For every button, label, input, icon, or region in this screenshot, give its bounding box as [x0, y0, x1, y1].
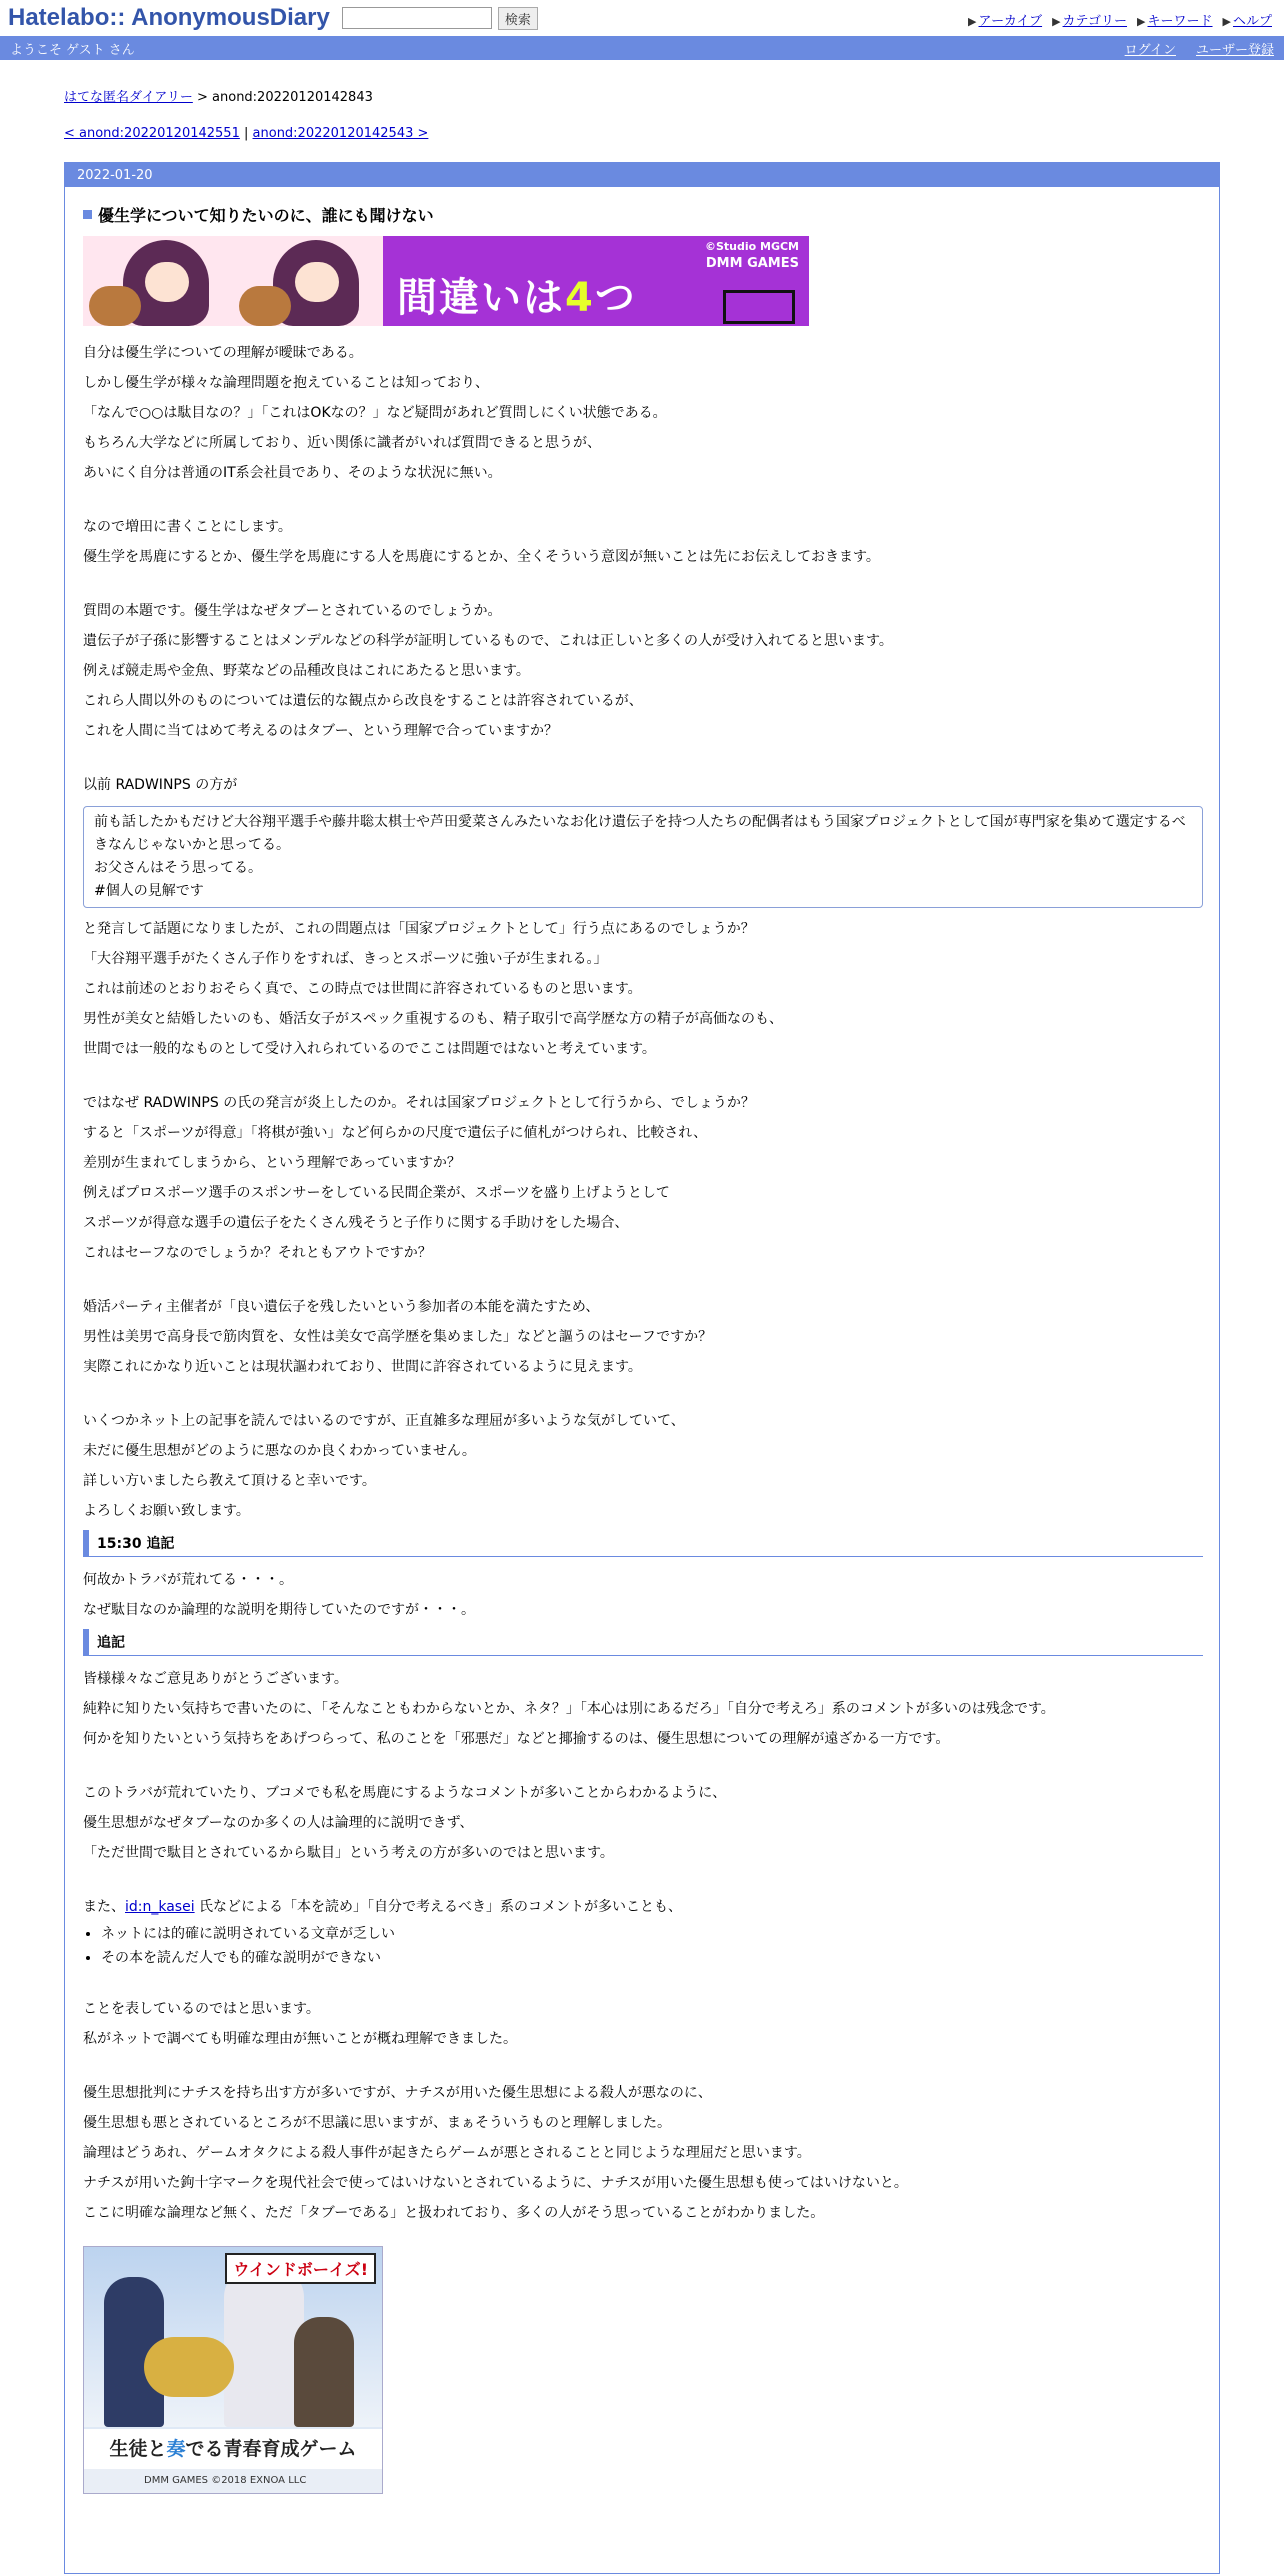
text-line: 例えばプロスポーツ選手のスポンサーをしている民間企業が、スポーツを盛り上げようとして	[83, 1185, 670, 1201]
list-item: • ネットには的確に説明されている文章が乏しい	[101, 1922, 1203, 1946]
text-line: もちろん大学などに所属しており、近い関係に識者がいれば質問できると思うが、	[83, 435, 601, 451]
text-line: このトラバが荒れていたり、ブコメでも私を馬鹿にするようなコメントが多いことからわかるように、	[83, 1785, 727, 1801]
next-entry-link[interactable]: anond:20220120142543 >	[252, 126, 429, 141]
text-line: 男性が美女と結婚したいのも、婚活女子がスペック重視するのも、精子取引で高学歴な方の精子が高価なのも、	[83, 1011, 783, 1027]
entry-title	[83, 203, 1203, 226]
text-line: 「ただ世間で駄目とされているから駄目」という考えの方が多いのではと思います。	[83, 1845, 614, 1861]
prev-entry-link[interactable]: < anond:20220120142551	[64, 126, 240, 141]
text-line: 優生学を馬鹿にするとか、優生学を馬鹿にする人を馬鹿にするとか、全くそういう意図が無いことは先にお伝えしておきます。	[83, 549, 880, 565]
text-line: 差別が生まれてしまうから、という理解であっていますか？	[83, 1155, 461, 1171]
ad-banner[interactable]	[83, 236, 809, 326]
quote-line: 前も話したかもだけど大谷翔平選手や藤井聡太棋士や芦田愛菜さんみたいなお化け遺伝子を持つ人たちの配偶者はもう国家プロジェクトとして国が専門家を集めて選定するべきなんじゃないかと思ってる。	[94, 814, 1186, 853]
arrow-icon: ▶	[1137, 15, 1146, 28]
section-heading-addendum: 追記	[83, 1629, 1203, 1656]
text-line: 何故かトラバが荒れてる・・・。	[83, 1572, 293, 1588]
text-line: 実際これにかなり近いことは現状謳われており、世間に許容されているように見えます。	[83, 1359, 642, 1375]
text-line: スポーツが得意な選手の遺伝子をたくさん残そうと子作りに関する手助けをした場合、	[83, 1215, 629, 1231]
link-help[interactable]: ヘルプ	[1232, 14, 1272, 29]
breadcrumb	[64, 86, 373, 105]
text-line: これを人間に当てはめて考えるのはタブー、という理解で合っていますか？	[83, 723, 559, 739]
bullet-list	[83, 1922, 1203, 1970]
text-line: 例えば競走馬や金魚、野菜などの品種改良はこれにあたると思います。	[83, 663, 530, 679]
text-line: ここに明確な論理など無く、ただ「タブーである」と扱われており、多くの人がそう思っていることがわかりました。	[83, 2205, 825, 2221]
text-line: 未だに優生思想がどのように悪なのか良くわかっていません。	[83, 1443, 476, 1459]
entry-title-text: 優生学について知りたいのに、誰にも聞けない	[98, 206, 434, 225]
text-line: 「大谷翔平選手がたくさん子作りをすれば、きっとスポーツに強い子が生まれる。」	[83, 951, 608, 967]
text-line: 以前 RADWINPS の方が	[83, 777, 238, 793]
breadcrumb-home[interactable]: はてな匿名ダイアリー	[64, 90, 193, 105]
arrow-icon: ▶	[1222, 15, 1231, 28]
text-line: いくつかネット上の記事を読んではいるのですが、正直雑多な理屈が多いような気がしていて、	[83, 1413, 685, 1429]
user-link-n-kasei[interactable]: id:n_kasei	[125, 1899, 195, 1915]
header-links	[968, 10, 1272, 29]
banner-character-image	[83, 236, 233, 326]
day-header	[65, 163, 1219, 187]
breadcrumb-current: anond:20220120142843	[212, 90, 373, 105]
text-line: 優生思想も悪とされているところが不思議に思いますが、まぁそういうものと理解しました。	[83, 2115, 671, 2131]
entry-body	[83, 203, 1203, 2494]
breadcrumb-sep: >	[196, 90, 208, 105]
quote-line: お父さんはそう思ってる。	[94, 860, 262, 876]
permalink-square-icon[interactable]	[83, 210, 92, 219]
text-line: しかし優生学が様々な論理問題を抱えていることは知っており、	[83, 375, 489, 391]
ad-game-title: ウインドボーイズ!	[225, 2253, 376, 2284]
text-line: と発言して話題になりましたが、これの問題点は「国家プロジェクトとして」行う点にあるのでしょうか？	[83, 921, 755, 937]
day-box	[64, 162, 1220, 2574]
search-input[interactable]	[342, 7, 492, 29]
text-line: あいにく自分は普通のIT系会社員であり、そのような状況に無い。	[83, 465, 502, 481]
text-line: 男性は美男で高身長で筋肉質を、女性は美女で高学歴を集めました」などと謳うのはセーフですか？	[83, 1329, 713, 1345]
banner-headline: 間違いは4つ	[397, 275, 637, 321]
text-line: よろしくお願い致します。	[83, 1503, 250, 1519]
entry-pager	[64, 126, 428, 141]
banner-brand: DMM GAMES	[705, 256, 799, 271]
top-bar	[0, 0, 1284, 36]
text-line: なので増田に書くことにします。	[83, 519, 292, 535]
welcome-bar	[0, 36, 1284, 60]
link-archive[interactable]: アーカイブ	[978, 14, 1043, 29]
text-line: また、id:n_kasei 氏などによる「本を読め」「自分で考えるべき」系のコメントが多いことも、	[83, 1899, 683, 1915]
section-heading-addendum-1530: 15:30 追記	[83, 1530, 1203, 1557]
text-line: ことを表しているのではと思います。	[83, 2001, 320, 2017]
text-line: 論理はどうあれ、ゲームオタクによる殺人事件が起きたらゲームが悪とされることと同じような理屈だと思います。	[83, 2145, 811, 2161]
text-line: 優生思想がなぜタブーなのか多くの人は論理的に説明できず、	[83, 1815, 474, 1831]
link-keyword[interactable]: キーワード	[1147, 14, 1213, 29]
text-line: 自分は優生学についての理解が曖昧である。	[83, 345, 363, 361]
text-line: ナチスが用いた鉤十字マークを現代社会で使ってはいけないとされているように、ナチスが用いた優生思想も使ってはいけないと。	[83, 2175, 908, 2191]
text-line: 婚活パーティ主催者が「良い遺伝子を残したいという参加者の本能を満たすため、	[83, 1299, 600, 1315]
text-line: 詳しい方いましたら教えて頂けると幸いです。	[83, 1473, 376, 1489]
blockquote	[83, 806, 1203, 908]
register-link[interactable]: ユーザー登録	[1195, 42, 1274, 58]
quote-line: #個人の見解です	[94, 883, 204, 899]
banner-game-logo	[723, 290, 795, 324]
banner-copyright: ©Studio MGCM	[704, 240, 799, 253]
banner-character-image	[233, 236, 383, 326]
list-item: • その本を読んだ人でも的確な説明ができない	[101, 1946, 1203, 1970]
text-line: ではなぜ RADWINPS の氏の発言が炎上したのか。それは国家プロジェクトとして行うから、でしょうか？	[83, 1095, 755, 1111]
text-line: 皆様様々なご意見ありがとうございます。	[83, 1671, 348, 1687]
text-line: すると「スポーツが得意」「将棋が強い」など何らかの尺度で遺伝子に値札がつけられ、比較され、	[83, 1125, 708, 1141]
text-line: 純粋に知りたい気持ちで書いたのに、「そんなこともわからないとか、ネタ？」「本心は別にあるだろ」「自分で考えろ」系のコメントが多いのは残念です。	[83, 1701, 1055, 1717]
text-line: 私がネットで調べても明確な理由が無いことが概ね理解できました。	[83, 2031, 517, 2047]
welcome-text: ようこそ ゲスト さん	[10, 42, 135, 58]
day-date: 2022-01-20	[77, 167, 153, 183]
search-form	[342, 7, 538, 30]
text-line: 何かを知りたいという気持ちをあげつらって、私のことを「邪悪だ」などと揶揄するのは、優生思想についての理解が遠ざかる一方です。	[83, 1731, 950, 1747]
banner-text-area	[383, 236, 809, 326]
arrow-icon: ▶	[1052, 15, 1061, 28]
login-link[interactable]: ログイン	[1124, 42, 1176, 58]
arrow-icon: ▶	[968, 15, 977, 28]
text-line: 世間では一般的なものとして受け入れられているのでここは問題ではないと考えています。	[83, 1041, 656, 1057]
text-line: これら人間以外のものについては遺伝的な観点から改良をすることは許容されているが、	[83, 693, 643, 709]
text-line: 「なんで○○は駄目なの？」「これはOKなの？」など疑問があれど質問しにくい状態である。	[83, 405, 667, 421]
text-line: 遺伝子が子孫に影響することはメンデルなどの科学が証明しているもので、これは正しいと多くの人が受け入れてると思います。	[83, 633, 893, 649]
ad-game-banner[interactable]	[83, 2246, 383, 2494]
text-line: なぜ駄目なのか論理的な説明を期待していたのですが・・・。	[83, 1602, 475, 1618]
pager-sep: |	[244, 126, 249, 141]
link-category[interactable]: カテゴリー	[1062, 14, 1128, 29]
ad-caption: 生徒と奏でる青春育成ゲーム	[84, 2429, 382, 2469]
text-line: 質問の本題です。優生学はなぜタブーとされているのでしょうか。	[83, 603, 502, 619]
search-button[interactable]: 検索	[498, 7, 538, 30]
text-line: 優生思想批判にナチスを持ち出す方が多いですが、ナチスが用いた優生思想による殺人が悪なのに、	[83, 2085, 712, 2101]
site-logo[interactable]: Hatelabo:: AnonymousDiary	[8, 4, 330, 31]
ad-footer: DMM GAMES ©2018 EXNOA LLC	[84, 2469, 382, 2493]
text-line: これはセーフなのでしょうか？それともアウトですか？	[83, 1245, 432, 1261]
text-line: これは前述のとおりおそらく真で、この時点では世間に許容されているものと思います。	[83, 981, 642, 997]
